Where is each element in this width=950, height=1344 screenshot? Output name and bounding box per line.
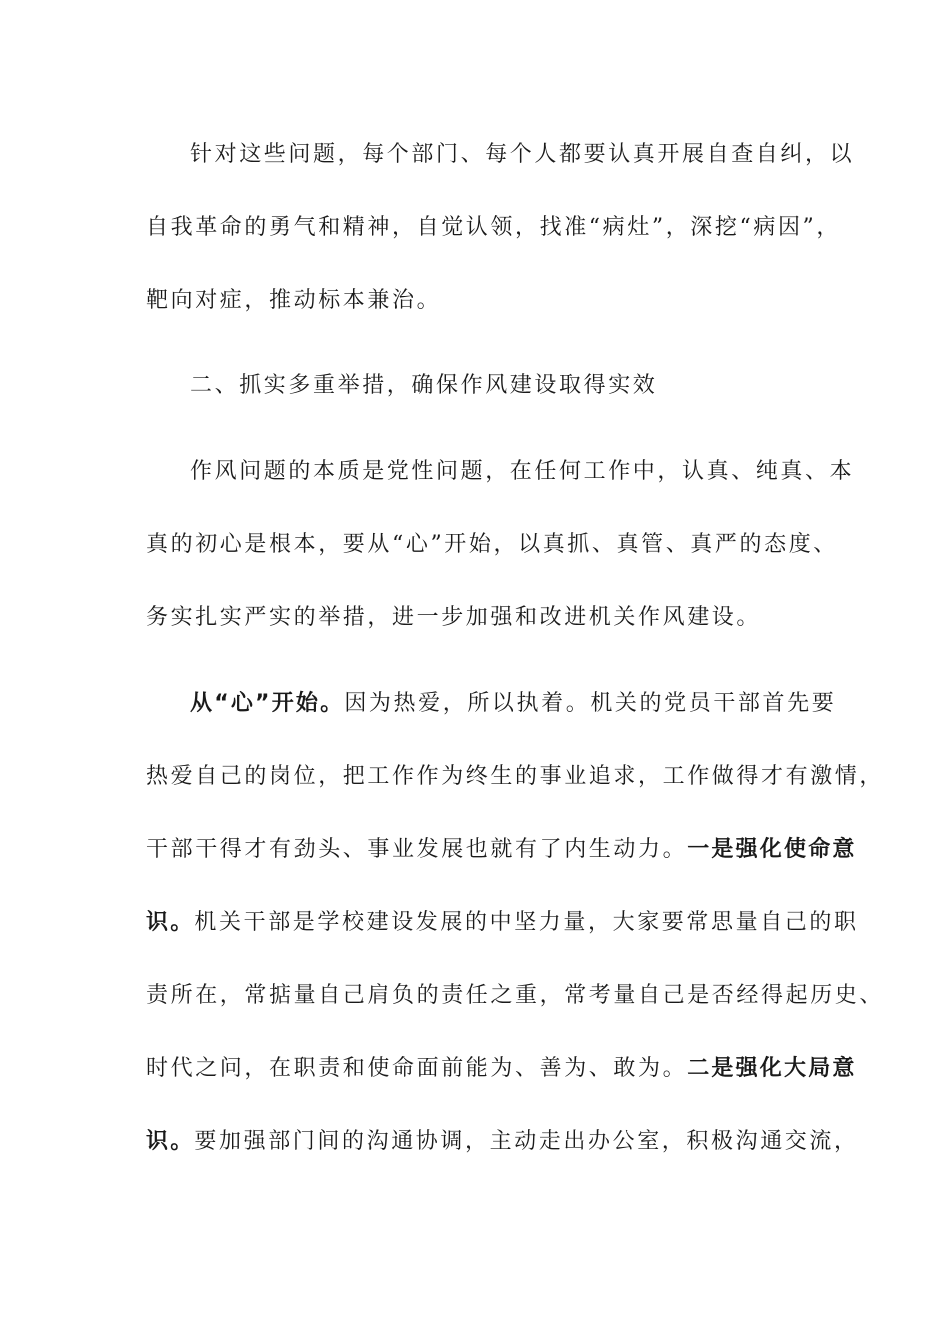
paragraph-text: 时代之问，在职责和使命面前能为、善为、敢为。 <box>146 1056 688 1081</box>
bold-point: 一是强化使命意 <box>687 837 857 862</box>
paragraph-text: 机关干部是学校建设发展的中坚力量，大家要常思量自己的职 <box>194 910 859 935</box>
bold-point: 二是强化大局意 <box>687 1056 857 1081</box>
text-line <box>0 976 950 1016</box>
bold-point: 识。 <box>146 910 195 935</box>
text-line <box>0 684 950 724</box>
text-line <box>0 830 950 870</box>
bold-point: 识。 <box>146 1129 195 1154</box>
text-line <box>0 1122 950 1162</box>
text-line <box>0 452 950 492</box>
text-line <box>0 525 950 565</box>
paragraph-text: 责所在，常掂量自己肩负的责任之重，常考量自己是否经得起历史、 <box>146 983 885 1008</box>
paragraph-text: 真的初心是根本，要从“心”开始，以真抓、真管、真严的态度、 <box>146 532 838 557</box>
heading-text: 二、抓实多重举措，确保作风建设取得实效 <box>190 373 658 398</box>
paragraph-text: 针对这些问题，每个部门、每个人都要认真开展自查自纠，以 <box>190 142 855 167</box>
paragraph-text: 靶向对症，推动标本兼治。 <box>146 288 442 313</box>
paragraph-text: 干部干得才有劲头、事业发展也就有了内生动力。 <box>146 837 688 862</box>
text-line <box>0 281 950 321</box>
section-heading <box>0 366 950 406</box>
text-line <box>0 903 950 943</box>
paragraph-text: 作风问题的本质是党性问题，在任何工作中，认真、纯真、本 <box>190 459 855 484</box>
text-line <box>0 135 950 175</box>
text-line <box>0 757 950 797</box>
text-line <box>0 598 950 638</box>
paragraph-text: 因为热爱，所以执着。机关的党员干部首先要 <box>344 691 837 716</box>
paragraph-text: 务实扎实严实的举措，进一步加强和改进机关作风建设。 <box>146 605 762 630</box>
bold-lead: 从“心”开始。 <box>190 691 345 716</box>
paragraph-text: 要加强部门间的沟通协调，主动走出办公室，积极沟通交流， <box>194 1129 859 1154</box>
text-line <box>0 1049 950 1089</box>
text-line <box>0 208 950 248</box>
paragraph-text: 自我革命的勇气和精神，自觉认领，找准“病灶”，深挖“病因”， <box>146 215 841 240</box>
paragraph-text: 热爱自己的岗位，把工作作为终生的事业追求，工作做得才有激情， <box>146 764 885 789</box>
